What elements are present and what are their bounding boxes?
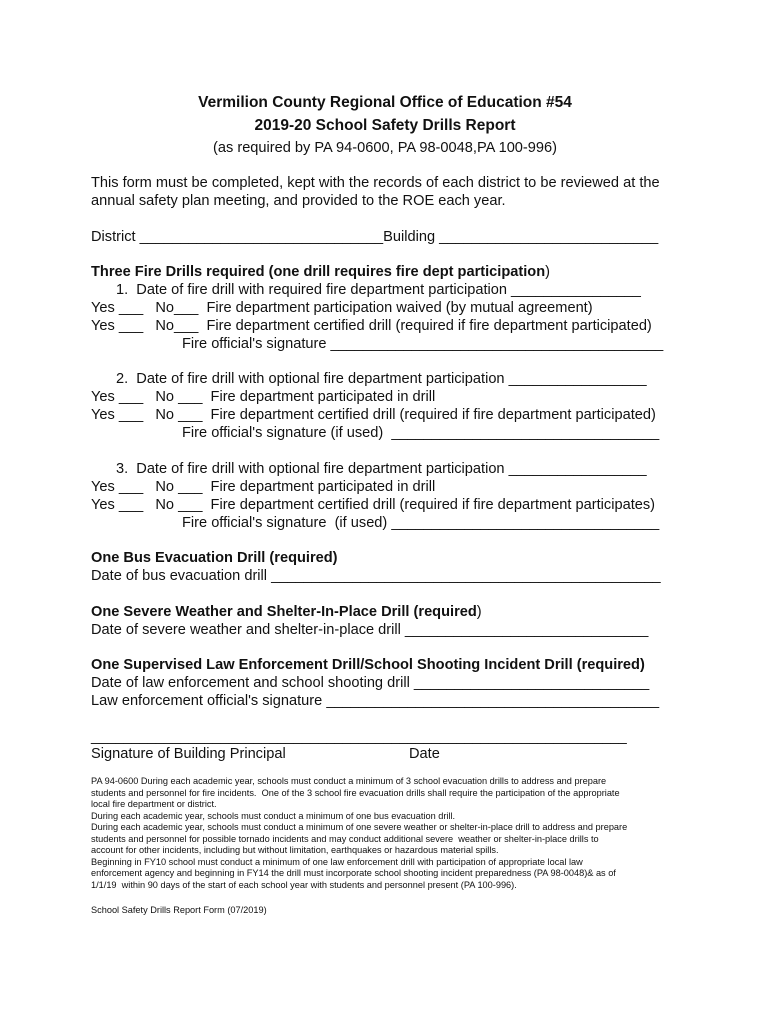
office-title: Vermilion County Regional Office of Education #54 (198, 94, 572, 111)
principal-signature-label: Signature of Building Principal (91, 746, 286, 762)
weather-drill-heading (91, 603, 482, 621)
principal-date-label: Date (409, 746, 440, 762)
district-building-field: District ______________________________Building ___________________________ (91, 229, 659, 245)
fire-drill-1-certified: Yes ___ No___ Fire department certified drill (required if fire department participated) (91, 318, 652, 334)
law-official-signature: Law enforcement official's signature _________________________________________ (91, 693, 660, 709)
fire-drills-heading-close: ) (545, 264, 550, 280)
note-line: PA 94-0600 During each academic year, schools must conduct a minimum of 3 school evacuation drills to address and prepare (91, 776, 607, 786)
fire-drill-2-certified: Yes ___ No ___ Fire department certified drill (required if fire department participated) (91, 407, 656, 423)
fire-drill-3-date: 3. Date of fire drill with optional fire department participation _________________ (116, 461, 647, 477)
fire-drill-3-participated: Yes ___ No ___ Fire department participated in drill (91, 479, 436, 495)
fire-drill-1-waived: Yes ___ No___ Fire department participation waived (by mutual agreement) (91, 300, 593, 316)
report-title: 2019-20 School Safety Drills Report (254, 117, 516, 134)
fire-drill-1-date: 1. Date of fire drill with required fire department participation ________________ (116, 282, 641, 298)
weather-drill-date: Date of severe weather and shelter-in-place drill ______________________________ (91, 622, 649, 638)
note-line: students and personnel for fire incidents. One of the 3 school fire evacuation drills shall require the participation of the appropriate (91, 787, 620, 798)
note-line: 1/1/19 within 90 days of the start of each school year with students and personnel present (PA 100-996). (91, 879, 517, 890)
note-line: enforcement agency and beginning in FY14 the drill must incorporate school shooting incident preparedness (PA 98-0048)& as of (91, 868, 616, 878)
fire-drill-2-signature: Fire official's signature (if used) _________________________________ (182, 425, 660, 441)
fire-drill-2-date: 2. Date of fire drill with optional fire department participation _________________ (116, 371, 647, 387)
note-line: During each academic year, schools must conduct a minimum of one bus evacuation drill. (91, 810, 456, 821)
fire-drill-3-signature: Fire official's signature (if used) _________________________________ (182, 515, 660, 531)
law-drill-heading: One Supervised Law Enforcement Drill/School Shooting Incident Drill (required) (91, 657, 645, 673)
intro-line-1: This form must be completed, kept with the records of each district to be reviewed at the (91, 175, 660, 191)
intro-line-2: annual safety plan meeting, and provided to the ROE each year. (91, 193, 506, 209)
fire-drills-heading (91, 263, 550, 281)
note-line: During each academic year, schools must conduct a minimum of one severe weather or shelter-in-place drill to address and prepare (91, 822, 628, 832)
legal-reference: (as required by PA 94-0600, PA 98-0048,PA 100-996) (213, 140, 557, 156)
weather-drill-heading-close: ) (476, 604, 482, 620)
weather-drill-heading-text: One Severe Weather and Shelter-In-Place Drill (required (91, 604, 477, 620)
note-line: students and personnel for possible tornado incidents and may conduct additional severe weather or shelter-in-place drills to (91, 833, 599, 844)
principal-signature-rule: __________________________________________________________________ (91, 729, 627, 745)
law-drill-date: Date of law enforcement and school shooting drill _____________________________ (91, 675, 650, 691)
fire-drill-2-participated: Yes ___ No ___ Fire department participated in drill (91, 389, 436, 405)
note-line: Beginning in FY10 school must conduct a minimum of one law enforcement drill with participation of appropriate local law (91, 856, 583, 867)
bus-drill-date: Date of bus evacuation drill ________________________________________________ (91, 568, 661, 584)
form-footer: School Safety Drills Report Form (07/2019) (91, 905, 267, 915)
fire-drill-3-certified: Yes ___ No ___ Fire department certified drill (required if fire department participates) (91, 497, 656, 513)
bus-drill-heading: One Bus Evacuation Drill (required) (91, 550, 338, 566)
fire-drill-1-signature: Fire official's signature _________________________________________ (182, 336, 664, 352)
note-line: local fire department or district. (91, 799, 217, 809)
fire-drills-heading-text: Three Fire Drills required (one drill requires fire dept participation (91, 264, 546, 280)
note-line: account for other incidents, including but without limitation, earthquakes or hazardous material spills. (91, 845, 499, 855)
